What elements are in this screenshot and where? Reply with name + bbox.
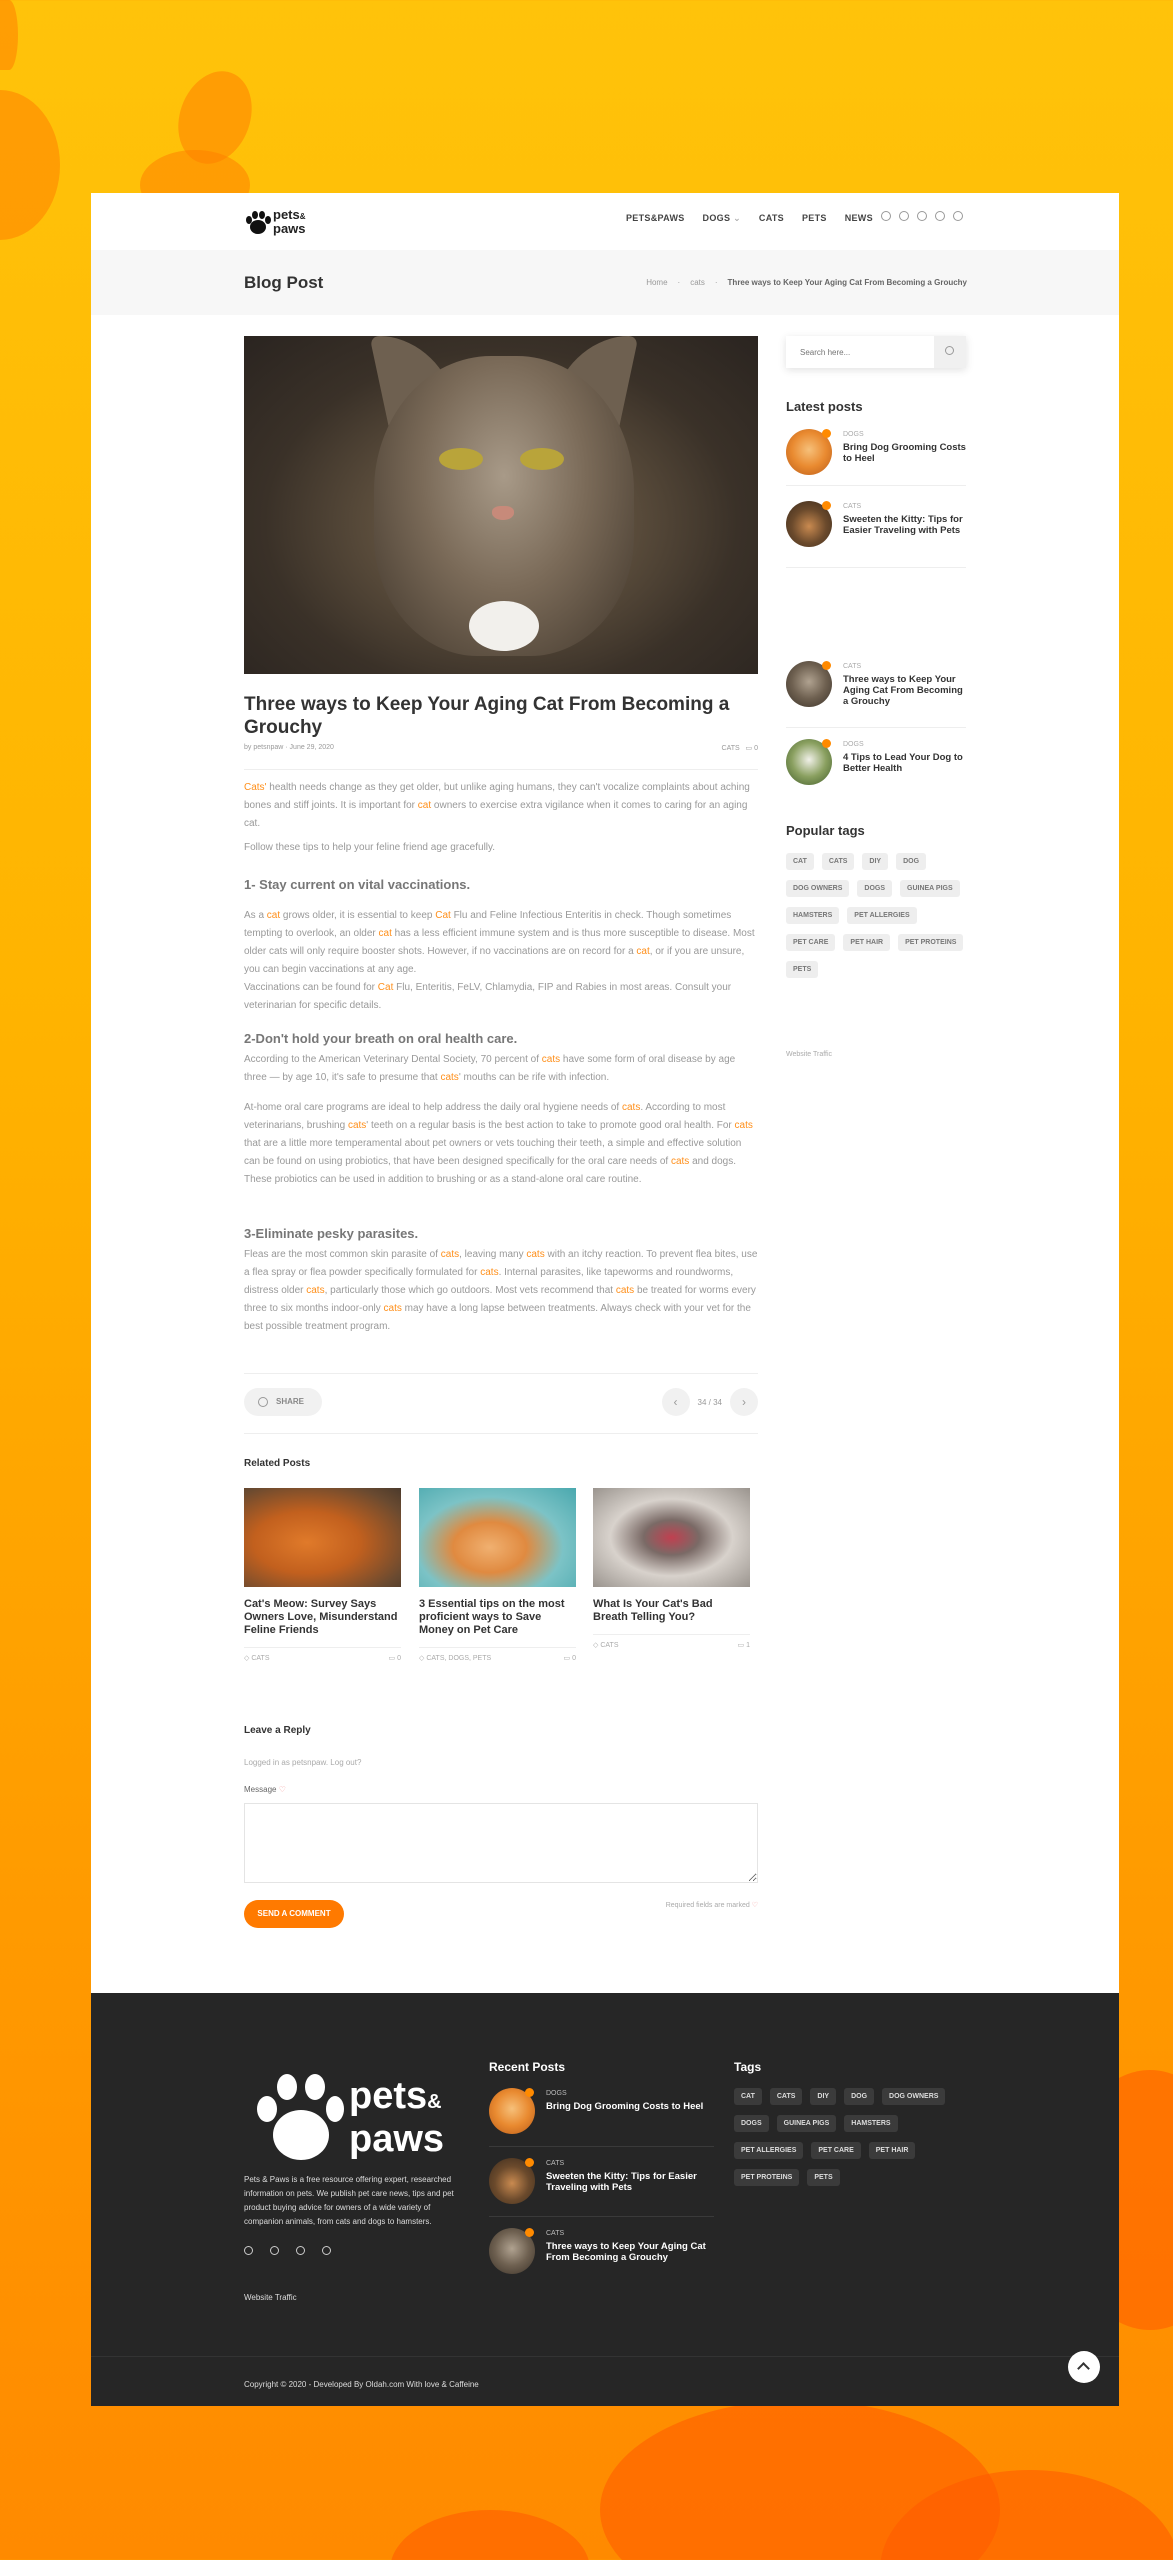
header	[91, 193, 1119, 250]
site-logo[interactable]	[244, 207, 314, 237]
instagram-icon[interactable]	[296, 2246, 305, 2255]
breadcrumb-current: Three ways to Keep Your Aging Cat From Becoming a Grouchy	[727, 278, 967, 287]
related-post-category[interactable]: CATS, DOGS, PETS	[426, 1655, 492, 1662]
related-post-meta	[419, 1647, 576, 1662]
paw-logo-icon	[244, 211, 272, 235]
bg-paw	[390, 2510, 590, 2560]
tag-icon: ◇	[244, 1655, 250, 1662]
tag-icon: ◇	[419, 1655, 425, 1662]
keyword-link[interactable]: cat	[636, 946, 650, 957]
tag-dogs[interactable]: DOGS	[734, 2115, 769, 2132]
divider	[489, 2146, 714, 2147]
text: According to the American Veterinary Dental Society, 70 percent of	[244, 1054, 539, 1065]
keyword-link[interactable]: cats	[541, 1054, 561, 1065]
post-comments-count[interactable]: 0	[754, 745, 758, 752]
tag-cat[interactable]: CAT	[734, 2088, 762, 2105]
tag-pet-proteins[interactable]: PET PROTEINS	[734, 2169, 799, 2186]
keyword-link[interactable]: cat	[417, 800, 432, 811]
text: . Internal parasites, like tapeworms and roundworms, distress older	[244, 1267, 734, 1296]
meta-sep: ·	[285, 744, 290, 751]
text: and dogs. These probiotics can be used in addition to brushing or as a stand-alone oral care routine.	[244, 1156, 737, 1185]
related-post-title[interactable]: 3 Essential tips on the most proficient ways to Save Money on Pet Care	[419, 1598, 565, 1636]
keyword-link[interactable]: cats	[440, 1072, 459, 1083]
breadcrumb-home[interactable]: Home	[646, 278, 668, 287]
latest-post-category[interactable]: DOGS	[843, 741, 864, 748]
keyword-link[interactable]: cats	[615, 1285, 635, 1296]
comment-count: 0	[572, 1655, 576, 1662]
latest-post-title[interactable]: Bring Dog Grooming Costs to Heel	[843, 442, 966, 464]
keyword-link[interactable]: cats	[480, 1267, 499, 1278]
badge-dot	[822, 429, 831, 438]
related-post-meta	[244, 1647, 401, 1662]
leave-reply-heading: Leave a Reply	[244, 1725, 311, 1736]
related-post-card[interactable]	[593, 1488, 750, 1649]
divider	[489, 2216, 714, 2217]
paragraph	[244, 779, 758, 833]
related-post-image[interactable]	[419, 1488, 576, 1587]
search-button[interactable]	[934, 336, 966, 368]
latest-post-category[interactable]: CATS	[843, 663, 862, 670]
facebook-icon[interactable]	[917, 211, 927, 221]
search-input[interactable]	[786, 336, 934, 368]
footer-description: Pets & Paws is a free resource offering expert, researched information on pets. We publish pet care news, tips and pet product buying advice for owners of a wide variety of companion animals, from cats and dogs to hamsters.	[244, 2175, 454, 2226]
nav-item-pets[interactable]: PETS	[801, 213, 827, 223]
post-featured-image	[244, 336, 758, 674]
tag-guinea-pigs[interactable]: GUINEA PIGS	[900, 880, 960, 897]
comment-count: 0	[397, 1655, 401, 1662]
send-comment-button[interactable]: SEND A COMMENT	[244, 1900, 344, 1928]
tag-dog[interactable]: DOG	[844, 2088, 874, 2105]
text: , or if you are unsure, you can begin vaccinations at any age.	[244, 946, 745, 975]
text: Vaccinations can be found for	[244, 982, 376, 993]
keyword-link[interactable]: cats	[347, 1120, 367, 1131]
keyword-link[interactable]: Cat	[435, 910, 451, 921]
logo-word: paws	[273, 221, 306, 236]
text: grows older, it is essential to keep	[282, 910, 433, 921]
keyword-link[interactable]: Cats'	[244, 782, 267, 793]
related-post-card[interactable]	[244, 1488, 401, 1662]
post-meta	[244, 744, 758, 751]
tag-cat[interactable]: CAT	[786, 853, 814, 870]
divider	[91, 2356, 1119, 2357]
keyword-link[interactable]: cats	[526, 1249, 545, 1260]
tag-pet-care[interactable]: PET CARE	[811, 2142, 860, 2159]
badge-dot	[525, 2088, 534, 2097]
latest-post-category[interactable]: DOGS	[843, 431, 864, 438]
text: owners to exercise extra vigilance when it comes to caring for an aging cat.	[244, 800, 748, 829]
section-heading: 2-Don't hold your breath on oral health care.	[244, 1031, 518, 1046]
share-button[interactable]	[244, 1388, 322, 1416]
footer-website-traffic[interactable]: Website Traffic	[244, 2293, 297, 2302]
tag-icon: ◇	[593, 1642, 599, 1649]
breadcrumb-cats[interactable]: cats	[690, 278, 705, 287]
post-pager	[662, 1388, 758, 1416]
related-post-meta	[593, 1634, 750, 1649]
nav-item-petspaws[interactable]: PETS&PAWS	[626, 213, 685, 223]
post-title: Three ways to Keep Your Aging Cat From Becoming a Grouchy	[244, 694, 730, 738]
comment-icon: ▭	[563, 1655, 571, 1662]
required-note	[666, 1901, 758, 1909]
divider	[244, 1373, 758, 1374]
recent-post-title[interactable]: Bring Dog Grooming Costs to Heel	[546, 2101, 704, 2112]
share-icon	[258, 1397, 268, 1407]
paragraph	[244, 907, 758, 1015]
text: . According to most veterinarians, brushing	[244, 1102, 726, 1131]
related-post-image[interactable]	[244, 1488, 401, 1587]
text: be treated for worms every three to six months indoor-only	[244, 1285, 756, 1314]
text: ' mouths can be rife with infection.	[458, 1072, 610, 1083]
scroll-to-top-button[interactable]	[1068, 2351, 1100, 2383]
message-label	[244, 1785, 286, 1794]
footer-recent-heading: Recent Posts	[489, 2060, 566, 2074]
cat-eye	[520, 448, 564, 470]
post-counter: 34 / 34	[697, 1397, 722, 1407]
heart-icon: ♡	[751, 1902, 758, 1909]
related-post-category[interactable]: CATS	[251, 1655, 270, 1662]
latest-post-title[interactable]: Sweeten the Kitty: Tips for Easier Traveling with Pets	[843, 514, 963, 536]
section-heading: 1- Stay current on vital vaccinations.	[244, 877, 471, 892]
tag-diy[interactable]: DIY	[810, 2088, 836, 2105]
breadcrumb-sep: ·	[714, 278, 718, 287]
bg-paw	[0, 90, 60, 240]
cat-chest	[469, 601, 539, 651]
search-icon[interactable]	[881, 211, 891, 221]
tag-pet-care[interactable]: PET CARE	[786, 934, 835, 951]
logged-in-notice[interactable]: Logged in as petsnpaw. Log out?	[244, 1758, 362, 1767]
text: Flu and Feline Infectious Enteritis in check. Though sometimes tempting to overlook, an older	[244, 910, 732, 939]
tag-dogs[interactable]: DOGS	[857, 880, 892, 897]
tag-pet-proteins[interactable]: PET PROTEINS	[898, 934, 963, 951]
keyword-link[interactable]: cats	[306, 1285, 325, 1296]
message-textarea[interactable]	[244, 1803, 758, 1883]
comment-icon: ▭	[737, 1642, 745, 1649]
footer-logo-text	[349, 2075, 445, 2160]
keyword-link[interactable]: cat	[378, 928, 392, 939]
pinterest-icon[interactable]	[322, 2246, 331, 2255]
nav-item-news[interactable]: NEWS	[844, 213, 873, 223]
footer	[91, 1993, 1119, 2406]
latest-post-title[interactable]: Three ways to Keep Your Aging Cat From Becoming a Grouchy	[843, 674, 963, 707]
footer-social	[244, 2246, 331, 2255]
recent-post-category[interactable]: CATS	[546, 2160, 565, 2167]
keyword-link[interactable]: cats	[440, 1249, 460, 1260]
comment-icon: ▭	[745, 745, 753, 752]
latest-post-title[interactable]: 4 Tips to Lead Your Dog to Better Health	[843, 752, 963, 774]
text: with an itchy reaction. To prevent flea bites, use a flea spray or flea powder specifically formulated for	[244, 1249, 758, 1278]
logo-text	[273, 209, 306, 235]
logo-amp: &	[427, 2091, 442, 2113]
related-post-image[interactable]	[593, 1488, 750, 1587]
footer-tags	[734, 2088, 964, 2186]
paragraph	[244, 1246, 758, 1336]
recent-post-title[interactable]: Sweeten the Kitty: Tips for Easier Traveling with Pets	[546, 2171, 697, 2193]
divider	[244, 1433, 758, 1434]
keyword-link[interactable]: Cat	[377, 982, 394, 993]
post-category[interactable]: CATS	[721, 745, 740, 752]
tag-pet-allergies[interactable]: PET ALLERGIES	[734, 2142, 803, 2159]
facebook-icon[interactable]	[270, 2246, 279, 2255]
text: has a less efficient immune system and is thus more susceptible to disease. Most older cats will only require booster shots. However, if no vaccinations are on record for a	[244, 928, 755, 957]
instagram-icon[interactable]	[935, 211, 945, 221]
comment-icon: ▭	[388, 1655, 396, 1662]
text: Fleas are the most common skin parasite of	[244, 1249, 438, 1260]
recent-post-title[interactable]: Three ways to Keep Your Aging Cat From Becoming a Grouchy	[546, 2241, 706, 2263]
text: that are a little more temperamental about pet owners or vets touching their teeth, a simple and effective solution can be found on using probiotics, that have been designed specifically for the oral care needs of	[244, 1138, 742, 1167]
bg-paw	[0, 0, 18, 70]
keyword-link[interactable]: cats	[622, 1102, 641, 1113]
badge-dot	[525, 2228, 534, 2237]
paragraph: Follow these tips to help your feline friend age gracefully.	[244, 842, 496, 853]
tag-diy[interactable]: DIY	[862, 853, 888, 870]
text: , leaving many	[459, 1249, 524, 1260]
tag-pet-hair[interactable]: PET HAIR	[843, 934, 890, 951]
comment-count: 1	[746, 1642, 750, 1649]
text: may have a long lapse between treatments. Always check with your vet for the best possible treatment program.	[244, 1303, 751, 1332]
keyword-link[interactable]: cats	[670, 1156, 690, 1167]
divider	[786, 727, 966, 728]
related-posts-heading: Related Posts	[244, 1458, 311, 1469]
share-bar	[244, 1388, 758, 1418]
related-post-comments	[738, 1641, 750, 1649]
text: Flu, Enteritis, FeLV, Chlamydia, FIP and Rabies in most areas. Consult your veterinarian for specific details.	[244, 982, 732, 1011]
next-post-button[interactable]: ›	[730, 1388, 758, 1416]
tag-dog[interactable]: DOG	[896, 853, 926, 870]
copyright: Copyright © 2020 - Developed By Oldah.com With love & Caffeine	[244, 2380, 479, 2389]
popular-tags-heading: Popular tags	[786, 823, 865, 838]
post-author[interactable]: by petsnpaw	[244, 744, 284, 751]
divider	[786, 567, 966, 568]
logo-word: pets	[349, 2075, 428, 2117]
tag-cats[interactable]: CATS	[822, 853, 855, 870]
message-label-text: Message	[244, 1785, 277, 1794]
recent-post-category[interactable]: DOGS	[546, 2090, 567, 2097]
badge-dot	[822, 501, 831, 510]
latest-posts-heading: Latest posts	[786, 399, 863, 414]
text: As a	[244, 910, 265, 921]
page	[91, 193, 1119, 2406]
header-icons	[881, 211, 963, 221]
nav-label: DOGS	[702, 213, 731, 223]
related-post-comments	[564, 1654, 576, 1662]
related-post-category[interactable]: CATS	[600, 1642, 619, 1649]
cat-eye	[439, 448, 483, 470]
text: At-home oral care programs are ideal to help address the daily oral hygiene needs of	[244, 1102, 620, 1113]
text: ' teeth on a regular basis is the best action to take to promote good oral health. For	[366, 1120, 732, 1131]
nav-item-dogs[interactable]	[703, 213, 741, 224]
nav-item-cats[interactable]: CATS	[758, 213, 784, 223]
tag-pets[interactable]: PETS	[786, 961, 818, 978]
cat-nose	[492, 506, 514, 520]
twitter-icon[interactable]	[244, 2246, 253, 2255]
main-nav	[626, 213, 873, 224]
keyword-link[interactable]: cats	[383, 1303, 402, 1314]
related-post-card[interactable]	[419, 1488, 576, 1662]
badge-dot	[525, 2158, 534, 2167]
logo-amp: &	[299, 212, 306, 221]
breadcrumb	[646, 278, 967, 287]
tag-pets[interactable]: PETS	[807, 2169, 839, 2186]
pinterest-icon[interactable]	[953, 211, 963, 221]
heart-icon: ♡	[278, 1785, 286, 1794]
latest-post-category[interactable]: CATS	[843, 503, 862, 510]
chevron-down-icon: ⌄	[733, 213, 741, 223]
related-post-comments	[389, 1654, 401, 1662]
text: , particularly those which go outdoors. Most vets recommend that	[324, 1285, 614, 1296]
tag-hamsters[interactable]: HAMSTERS	[786, 907, 839, 924]
footer-tags-heading: Tags	[734, 2060, 762, 2074]
breadcrumb-sep: ·	[677, 278, 681, 287]
tag-guinea-pigs[interactable]: GUINEA PIGS	[777, 2115, 837, 2132]
keyword-link[interactable]: cat	[266, 910, 281, 921]
paw-logo-icon	[253, 2073, 345, 2163]
tag-cats[interactable]: CATS	[770, 2088, 803, 2105]
page-title: Blog Post	[244, 273, 324, 292]
logo-word: pets	[273, 207, 300, 222]
popular-tags	[786, 853, 966, 978]
text: health needs change as they get older, but unlike aging humans, they can't vocalize complaints about aching bones and stiff joints. It is important for	[244, 782, 750, 811]
arrow-up-icon	[1077, 2362, 1090, 2375]
required-text: Required fields are marked	[665, 1902, 750, 1909]
tag-dog-owners[interactable]: DOG OWNERS	[786, 880, 849, 897]
share-label: SHARE	[276, 1397, 305, 1406]
twitter-icon[interactable]	[899, 211, 909, 221]
post-meta-right	[722, 744, 758, 752]
tag-pet-allergies[interactable]: PET ALLERGIES	[847, 907, 916, 924]
divider	[244, 769, 758, 770]
logo-word: paws	[349, 2118, 445, 2160]
tag-dog-owners[interactable]: DOG OWNERS	[882, 2088, 945, 2105]
keyword-link[interactable]: cats	[734, 1120, 753, 1131]
paragraph	[244, 1051, 758, 1087]
badge-dot	[822, 661, 831, 670]
tag-pet-hair[interactable]: PET HAIR	[869, 2142, 916, 2159]
section-heading: 3-Eliminate pesky parasites.	[244, 1226, 419, 1241]
search-icon	[945, 346, 954, 355]
post-date: June 29, 2020	[289, 744, 334, 751]
sidebar-search	[786, 336, 966, 368]
tag-hamsters[interactable]: HAMSTERS	[844, 2115, 897, 2132]
prev-post-button[interactable]: ‹	[662, 1388, 690, 1416]
related-post-title[interactable]: What Is Your Cat's Bad Breath Telling You?	[593, 1598, 713, 1623]
paragraph	[244, 1099, 758, 1189]
recent-post-category[interactable]: CATS	[546, 2230, 565, 2237]
text: have some form of oral disease by age three — by age 10, it's safe to presume that	[244, 1054, 736, 1083]
website-traffic-link[interactable]: Website Traffic	[786, 1051, 833, 1058]
badge-dot	[822, 739, 831, 748]
page-titlebar	[91, 250, 1119, 315]
divider	[786, 485, 966, 486]
related-post-title[interactable]: Cat's Meow: Survey Says Owners Love, Misunderstand Feline Friends	[244, 1598, 398, 1636]
footer-logo[interactable]	[253, 2073, 463, 2163]
